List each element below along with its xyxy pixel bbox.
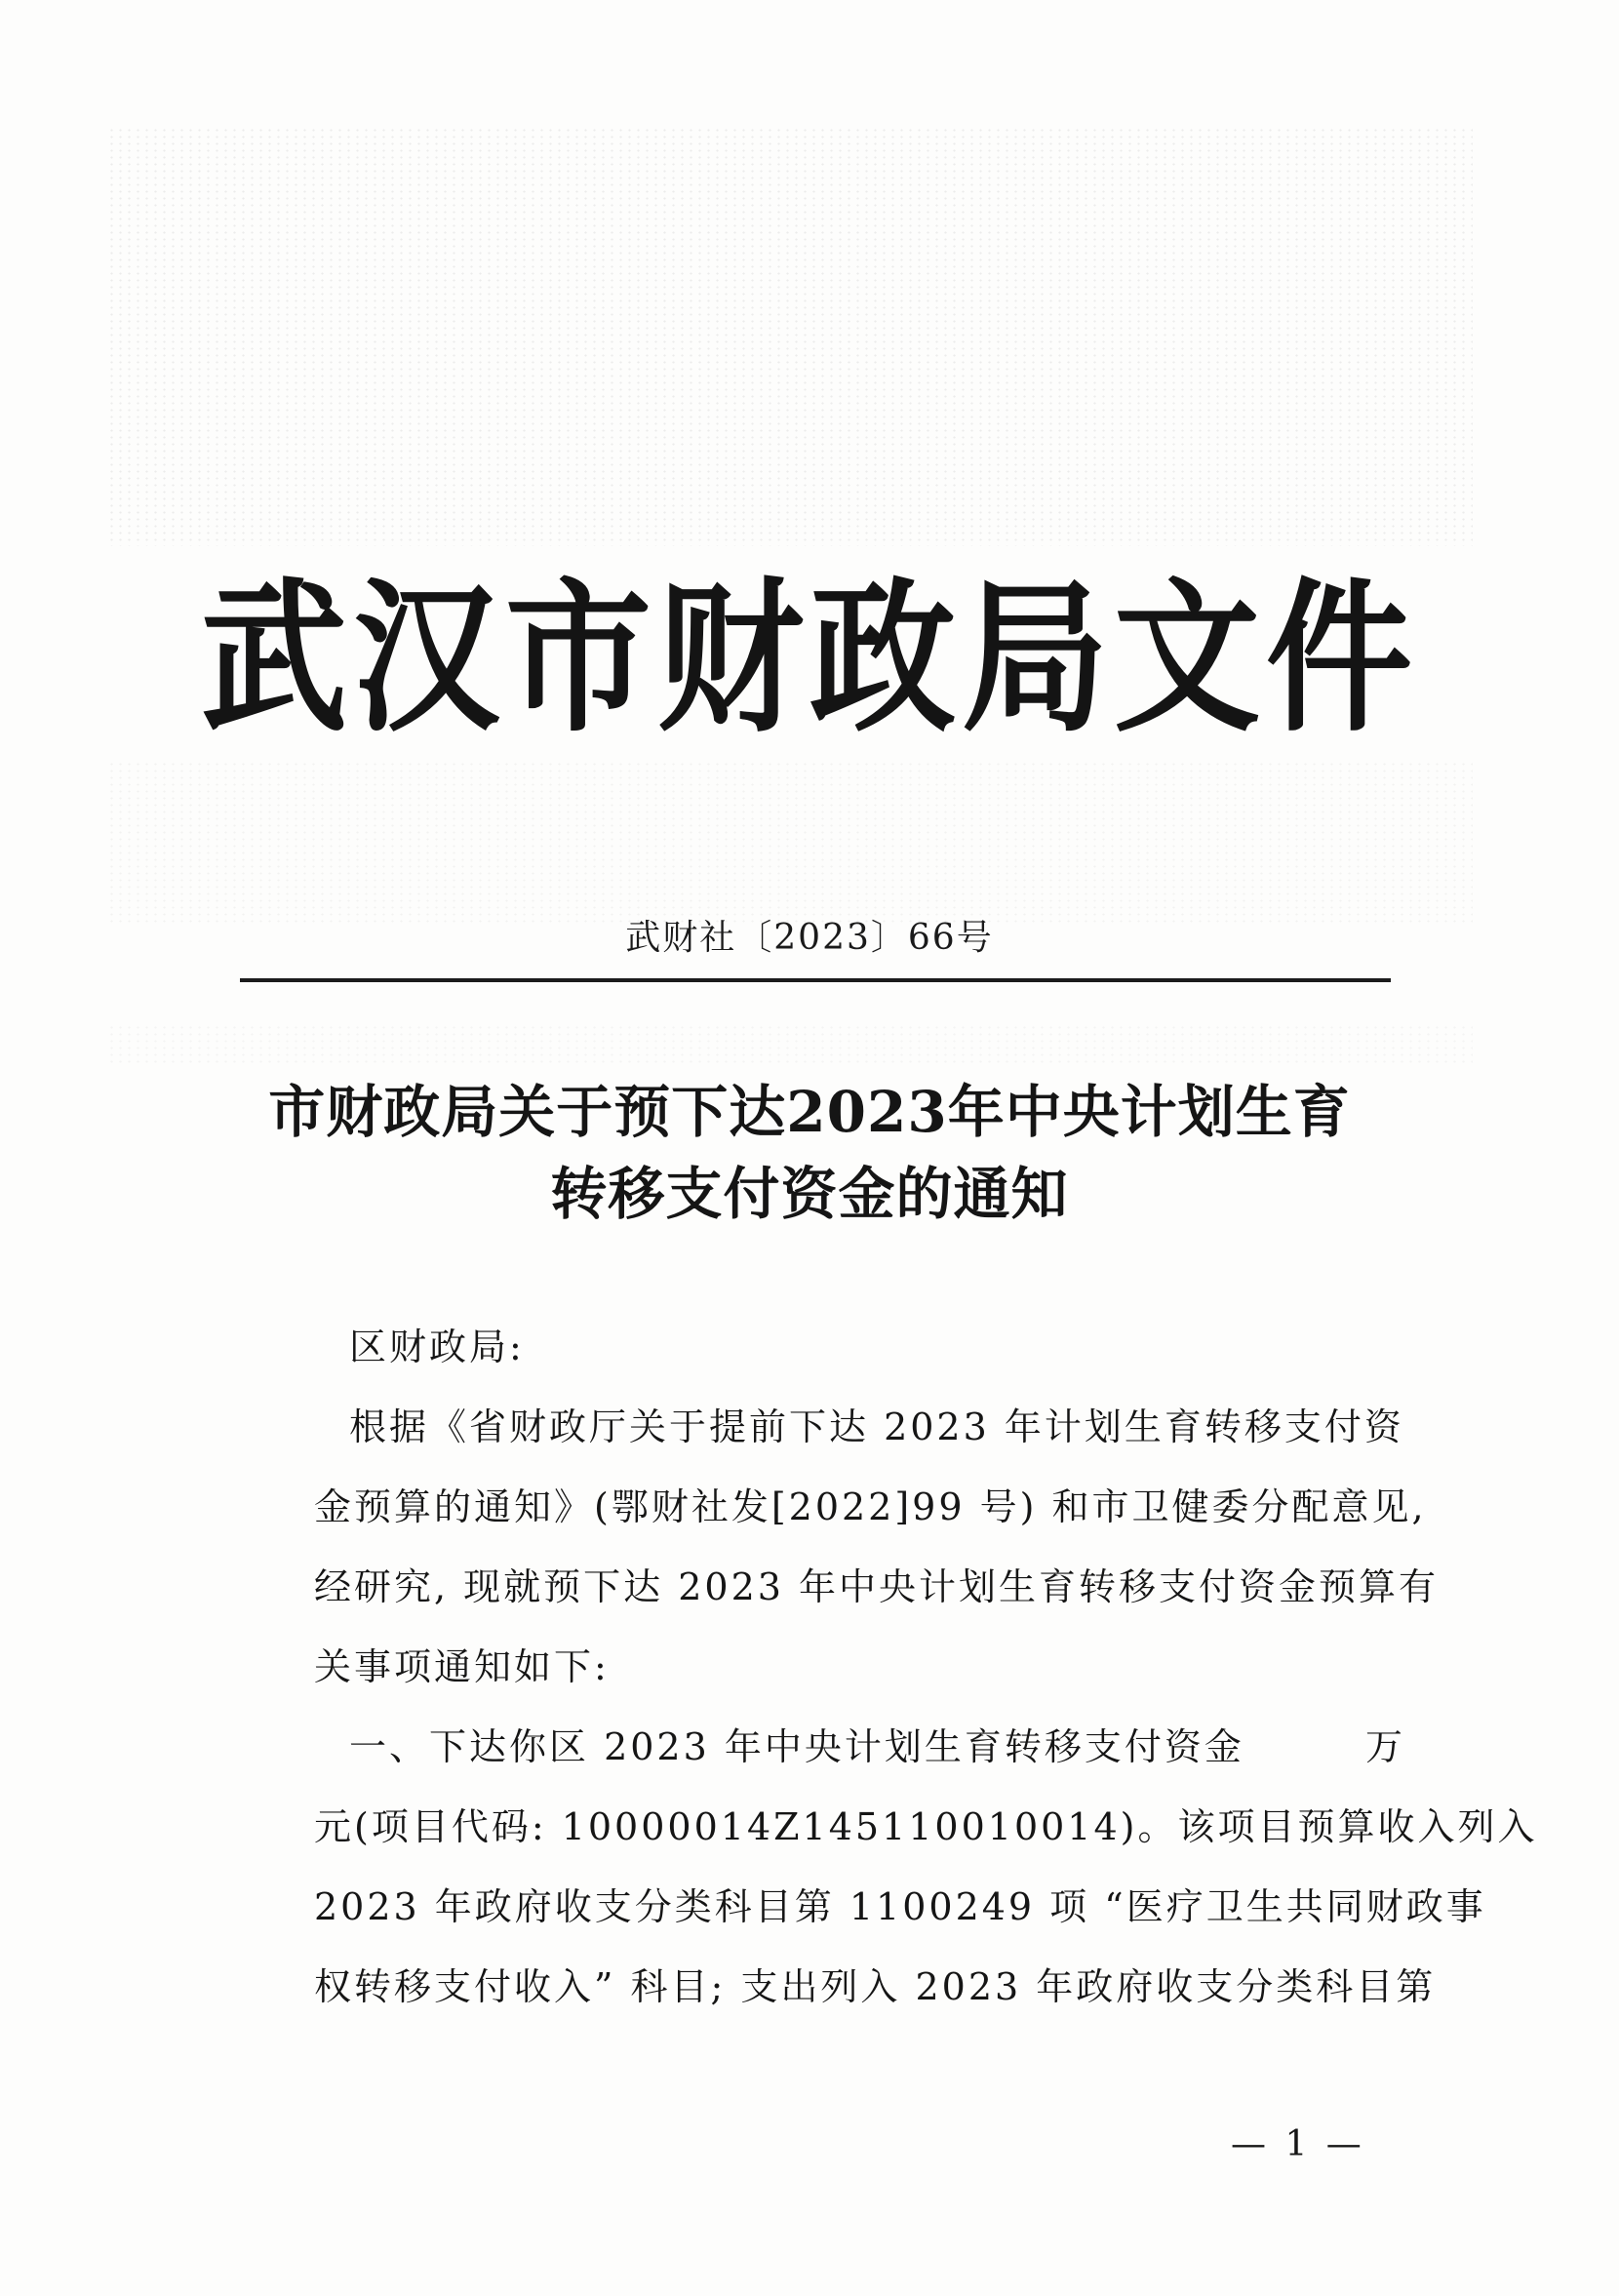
scan-noise [107,1024,1473,1063]
masthead: 武汉市财政局文件 [200,562,1418,755]
scan-noise [107,127,1473,546]
body-line-unit: 万 [1365,1725,1406,1768]
document-number: 武财社〔2023〕66号 [625,918,994,958]
document-title [0,1071,1619,1235]
header-divider [240,978,1391,982]
title-line: 市财政局关于预下达2023年中央计划生育 [268,1079,1351,1145]
body-line: 关事项通知如下: [314,1645,610,1688]
body-line: 一、下达你区 2023 年中央计划生育转移支付资金 [349,1725,1244,1768]
scan-noise [107,761,1473,927]
title-line: 转移支付资金的通知 [550,1161,1069,1227]
body-line: 金预算的通知》(鄂财社发[2022]99 号) 和市卫健委分配意见, [314,1485,1427,1528]
salutation: 区财政局: [349,1326,525,1368]
body-line: 权转移支付收入” 科目; 支出列入 2023 年政府收支分类科目第 [314,1965,1437,2008]
body-line: 根据《省财政厅关于提前下达 2023 年计划生育转移支付资 [349,1405,1404,1448]
body-line: 经研究, 现就预下达 2023 年中央计划生育转移支付资金预算有 [314,1565,1440,1608]
body-line: 元(项目代码: 10000014Z145110010014)。该项目预算收入列入 [314,1805,1538,1848]
page-number: — 1 — [1231,2124,1365,2164]
body-line: 2023 年政府收支分类科目第 1100249 项 “医疗卫生共同财政事 [314,1885,1486,1928]
